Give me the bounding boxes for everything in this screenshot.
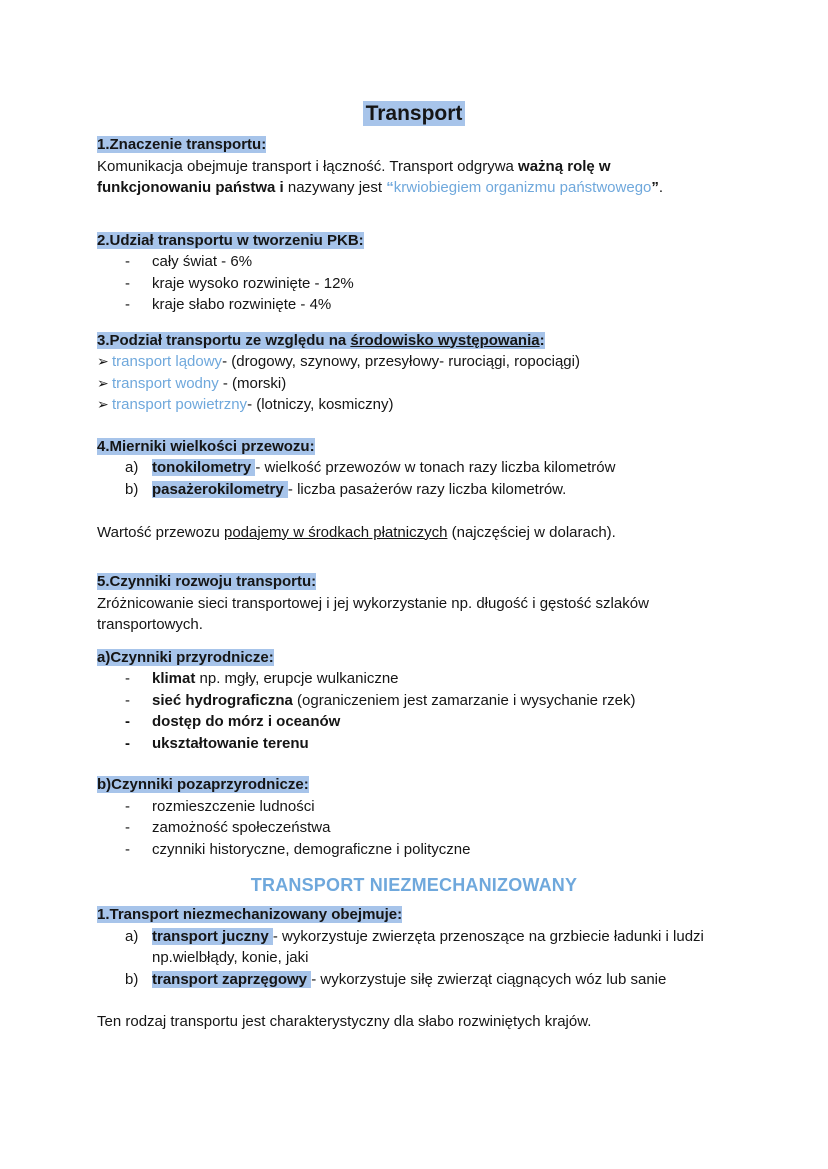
text-run: kraje słabo rozwinięte - 4%: [152, 296, 332, 313]
list-marker: -: [125, 819, 130, 836]
list-marker: -: [125, 670, 130, 687]
text-run: ukształtowanie terenu: [152, 734, 309, 752]
list-marker: a): [125, 459, 139, 476]
list-marker: -: [125, 713, 130, 730]
list-item-text: [152, 796, 731, 818]
list-item: [97, 351, 731, 373]
text-run: - (lotniczy, kosmiczny): [247, 396, 394, 413]
text-run: 3.Podział transportu ze względu na: [97, 331, 351, 349]
paragraph: [97, 156, 731, 199]
dash-list: [97, 251, 731, 316]
section-heading: [97, 647, 731, 669]
list-item: [97, 926, 731, 969]
list-item-text: [152, 457, 731, 479]
text-run: (ograniczeniem jest zamarzanie i wysychanie rzek): [292, 691, 636, 709]
text-run: b)Czynniki pozaprzyrodnicze:: [97, 776, 309, 793]
text-run: - wykorzystuje siłę zwierząt ciągnących wóz lub sanie: [311, 970, 667, 988]
paragraph: [97, 593, 731, 636]
section-heading: [97, 571, 731, 593]
text-run: zamożność społeczeństwa: [152, 819, 331, 836]
text-run: krwiobiegiem organizmu państwowego: [393, 179, 652, 196]
section-heading: [97, 774, 731, 796]
text-run: ”: [651, 179, 659, 196]
list-item: [97, 479, 731, 501]
list-item-text: [112, 373, 731, 395]
list-item-text: [152, 817, 731, 839]
text-run: nazywany jest: [287, 179, 387, 196]
list-item: [97, 251, 731, 273]
text-run: TRANSPORT NIEZMECHANIZOWANY: [250, 875, 578, 895]
alpha-list: [97, 457, 731, 500]
text-run: - (drogowy, szynowy, przesyłowy- rurociągi, ropociągi): [222, 353, 580, 370]
list-marker: -: [125, 691, 130, 709]
list-item: [97, 373, 731, 395]
text-run: Komunikacja obejmuje transport i łączność. Transport odgrywa: [97, 157, 519, 175]
text-run: - wykorzystuje zwierzęta przenoszące na grzbiecie ładunki i ludzi: [272, 927, 704, 945]
list-marker: b): [125, 480, 139, 498]
text-run: - wielkość przewozów w tonach razy liczba kilometrów: [255, 459, 616, 476]
paragraph: [97, 1011, 731, 1033]
text-run: podajemy w środkach płatniczych: [223, 523, 448, 541]
text-run: transportowych.: [97, 616, 203, 633]
text-run: 2.Udział transportu w tworzeniu PKB:: [97, 231, 364, 249]
text-run: “: [386, 179, 394, 196]
list-item: [97, 394, 731, 416]
section-heading: [97, 330, 731, 352]
list-item: [97, 733, 731, 755]
paragraph: [97, 522, 731, 544]
list-item: [97, 711, 731, 733]
text-run: transport zaprzęgowy: [152, 970, 312, 988]
list-item-text: [152, 251, 731, 273]
dash-list: [97, 668, 731, 754]
arrow-bullet-icon: ➢: [97, 353, 109, 369]
list-item: [97, 839, 731, 861]
arrow-bullet-icon: ➢: [97, 374, 109, 391]
text-run: kraje wysoko rozwinięte - 12%: [152, 274, 354, 292]
text-run: 1.Transport niezmechanizowany obejmuje:: [97, 906, 403, 923]
list-item: [97, 969, 731, 991]
text-run: Ten rodzaj transportu jest charakterystyczny dla słabo rozwiniętych krajów.: [97, 1013, 592, 1030]
section-mierniki: [97, 436, 731, 544]
section-heading: [97, 134, 731, 156]
list-marker: b): [125, 970, 139, 988]
text-run: (najczęściej w dolarach).: [447, 523, 616, 541]
text-run: transport powietrzny: [112, 396, 248, 413]
text-run: środowisko występowania: [350, 331, 540, 349]
list-marker: -: [125, 734, 130, 752]
text-run: transport juczny: [152, 927, 273, 945]
list-item-text: [152, 969, 731, 991]
list-marker: -: [125, 274, 130, 292]
list-item: [97, 817, 731, 839]
arrow-list: [97, 351, 731, 416]
text-run: klimat: [152, 670, 196, 687]
text-run: pasażerokilometry: [152, 480, 288, 498]
list-item: [97, 668, 731, 690]
section-przyrodnicze: [97, 647, 731, 755]
text-run: dostęp do mórz i oceanów: [152, 713, 341, 730]
text-run: .: [658, 179, 664, 196]
dash-list: [97, 796, 731, 861]
text-run: a)Czynniki przyrodnicze:: [97, 648, 274, 666]
section-niezmechanizowany: [97, 904, 731, 990]
list-item-text: [112, 394, 731, 416]
list-item-text: [112, 351, 731, 373]
list-item-text: [152, 690, 731, 712]
section-znaczenie: [97, 134, 731, 199]
text-run: ważną rolę w: [518, 157, 611, 175]
list-marker: -: [125, 253, 130, 270]
section-czynniki: [97, 571, 731, 636]
text-run: funkcjonowaniu państwa i: [97, 179, 288, 196]
text-run: - (morski): [222, 374, 287, 392]
list-marker: -: [125, 296, 130, 313]
text-run: rozmieszczenie ludności: [152, 797, 315, 815]
list-item-text: [152, 926, 731, 969]
section-heading: [97, 230, 731, 252]
section-podzial: [97, 330, 731, 416]
list-item-text: [152, 479, 731, 501]
text-run: np. mgły, erupcje wulkaniczne: [195, 670, 399, 687]
text-run: Wartość przewozu: [97, 523, 224, 541]
list-item-text: [152, 733, 731, 755]
list-marker: a): [125, 927, 139, 945]
list-item-text: [152, 711, 731, 733]
text-run: 5.Czynniki rozwoju transportu:: [97, 573, 317, 590]
text-run: transport wodny: [112, 374, 223, 392]
text-run: tonokilometry: [152, 459, 256, 476]
list-item: [97, 796, 731, 818]
list-item-text: [152, 273, 731, 295]
alpha-list: [97, 926, 731, 991]
section-pkb: [97, 230, 731, 316]
text-run: Zróżnicowanie sieci transportowej i jej wykorzystanie np. długość i gęstość szlaków: [97, 594, 649, 612]
list-item-text: [152, 839, 731, 861]
text-run: sieć hydrograficzna: [152, 691, 293, 709]
text-run: 4.Mierniki wielkości przewozu:: [97, 437, 315, 455]
section-heading: [97, 436, 731, 458]
arrow-bullet-icon: ➢: [97, 396, 109, 412]
list-marker: -: [125, 840, 130, 858]
list-marker: -: [125, 797, 130, 815]
document-title-text: Transport: [363, 101, 466, 126]
text-run: :: [539, 331, 545, 349]
section-heading: [97, 904, 731, 926]
list-item: [97, 690, 731, 712]
section-podsumowanie: [97, 1011, 731, 1033]
list-item-text: [152, 294, 731, 316]
text-run: np.wielbłądy, konie, jaki: [152, 949, 309, 966]
text-run: - liczba pasażerów razy liczba kilometrów.: [287, 480, 567, 498]
list-item-text: [152, 668, 731, 690]
list-item: [97, 457, 731, 479]
text-run: transport lądowy: [112, 353, 223, 370]
section-pozaprzyrodnicze: [97, 774, 731, 860]
list-item: [97, 294, 731, 316]
text-run: 1.Znaczenie transportu:: [97, 136, 267, 153]
section-niezmechanizowany-title: [97, 873, 731, 897]
list-item: [97, 273, 731, 295]
document-body: [97, 134, 731, 1033]
text-run: czynniki historyczne, demograficzne i polityczne: [152, 840, 471, 858]
chapter-heading: [97, 873, 731, 897]
document-title: [97, 100, 731, 127]
text-run: cały świat - 6%: [152, 253, 253, 270]
